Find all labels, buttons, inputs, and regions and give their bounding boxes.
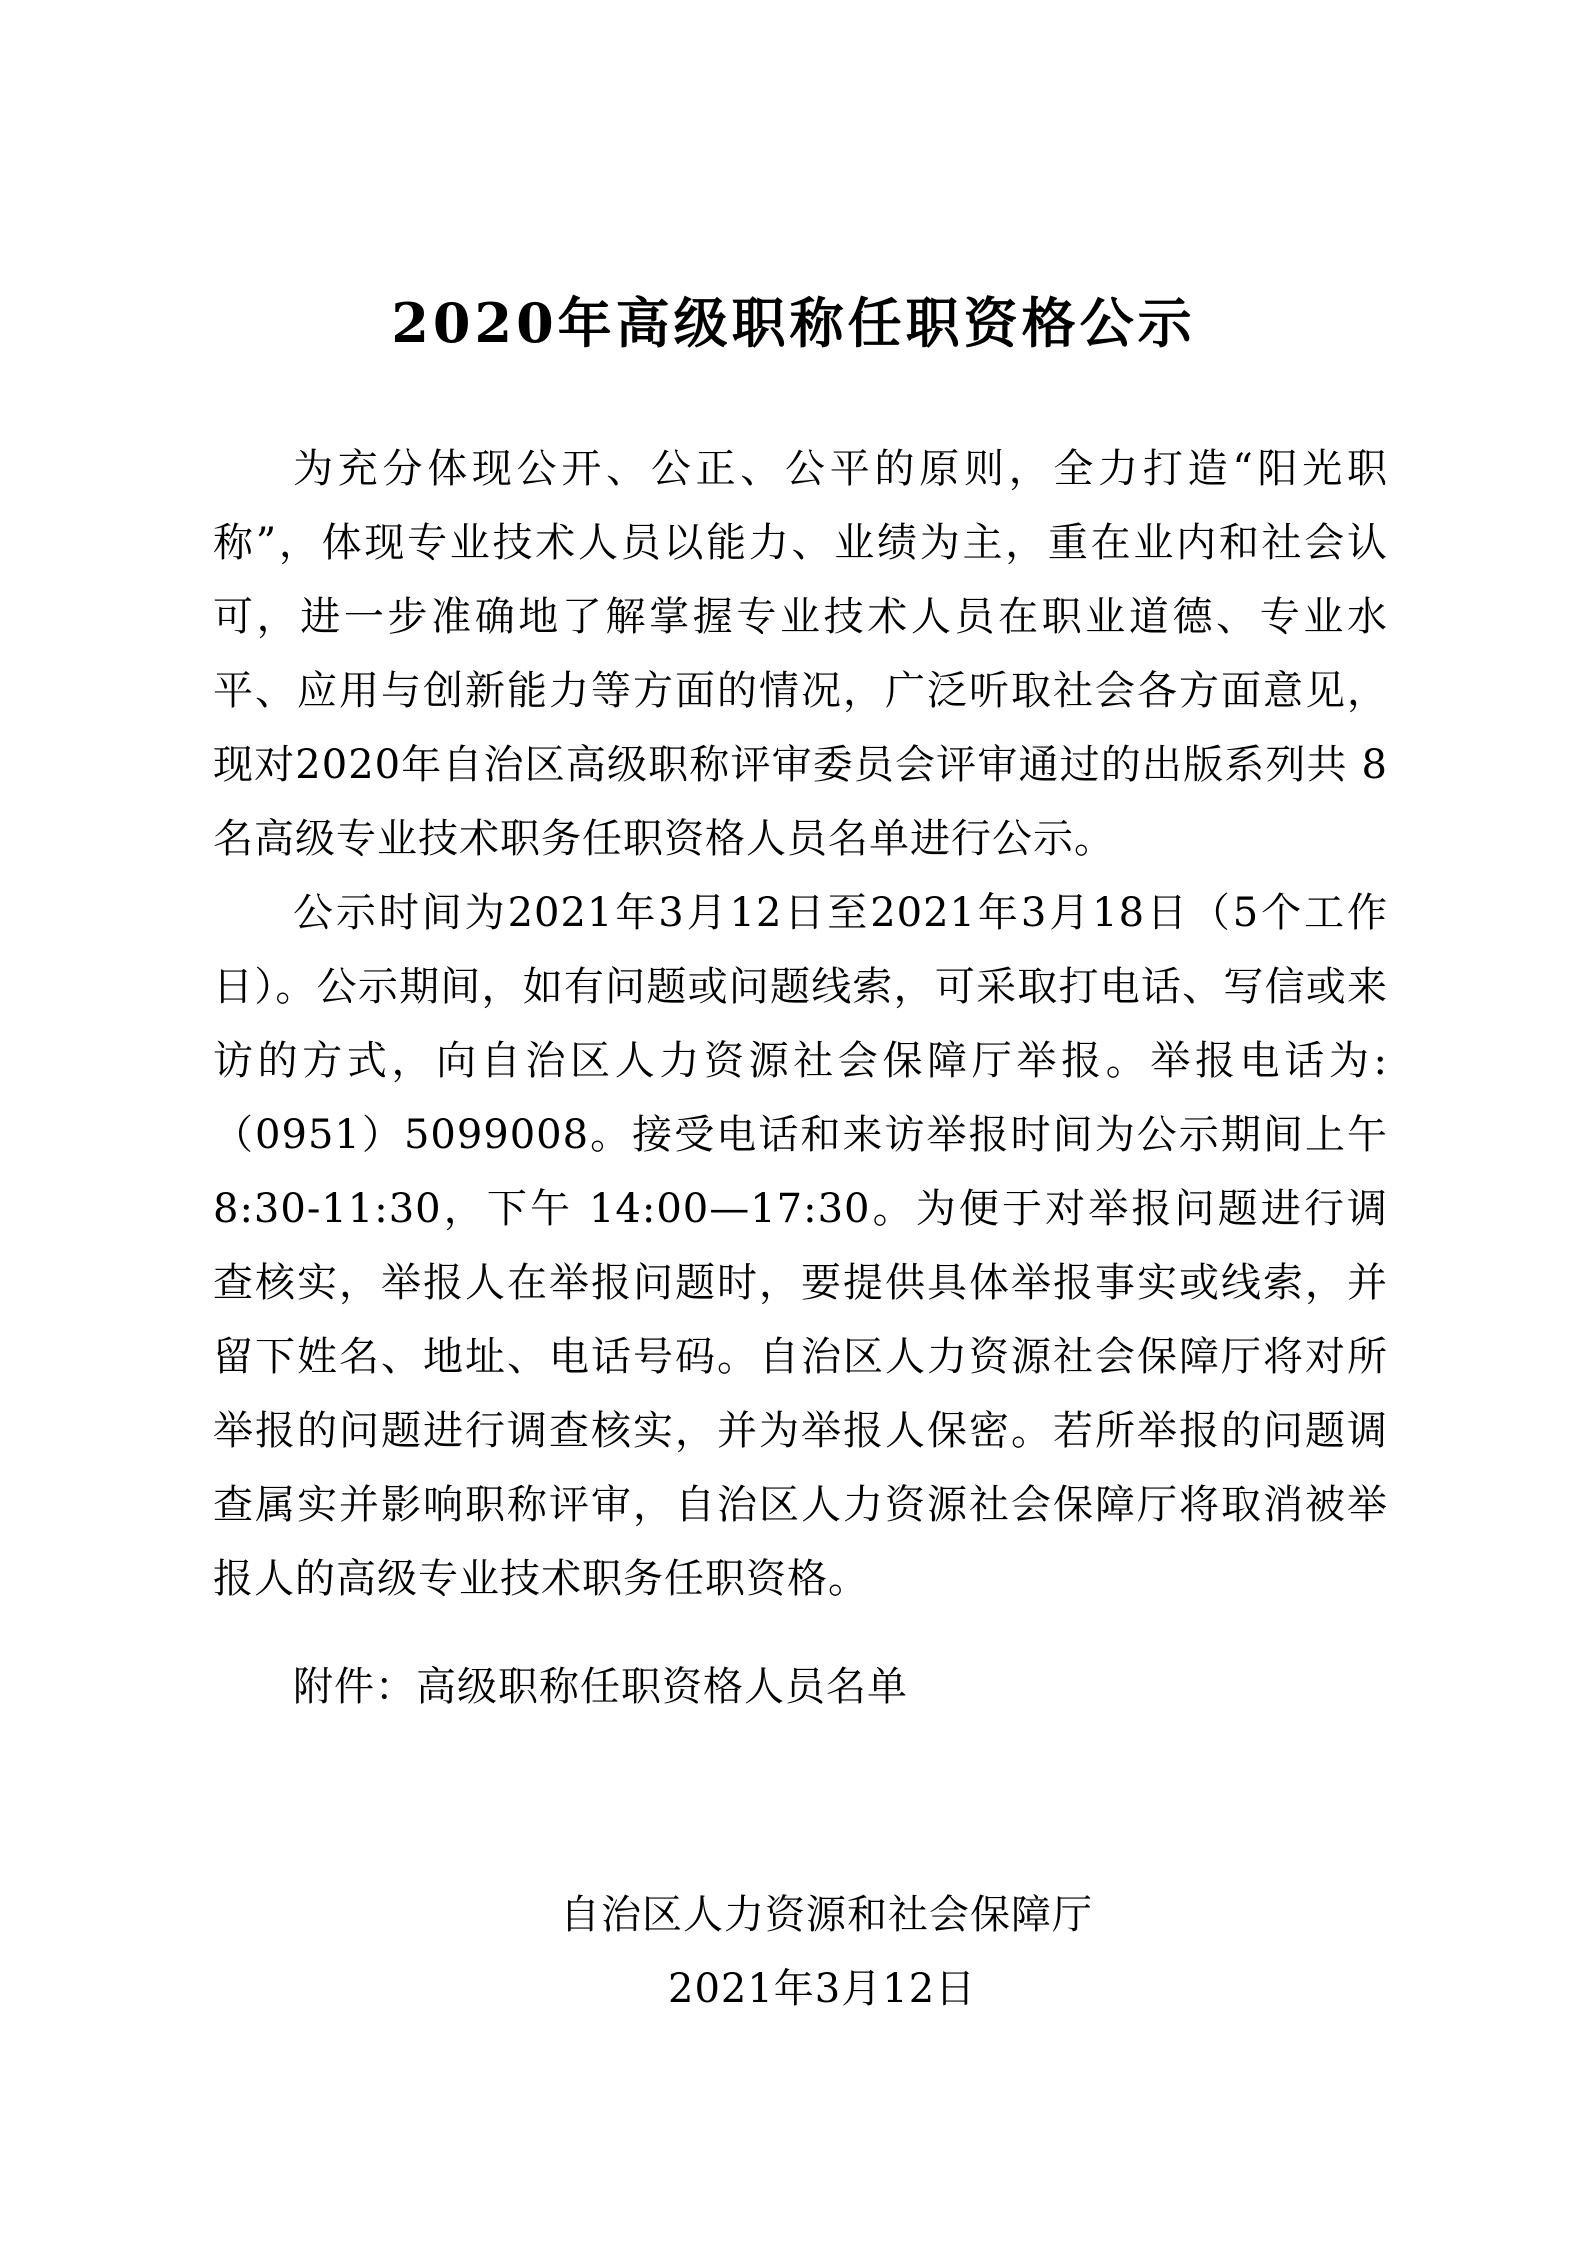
- document-title: 2020年高级职称任职资格公示: [391, 291, 1196, 355]
- paragraph-intro: 为充分体现公开、公正、公平的原则，全力打造“阳光职称”，体现专业技术人员以能力、业绩为主，重在业内和社会认可，进一步准确地了解掌握专业技术人员在职业道德、专业水平、应用与创新能力等方面的情况，广泛听取社会各方面意见，现对2020年自治区高级职称评审委员会评审通过的出版系列共 8 名高级专业技术职务任职资格人员名单进行公示。: [213, 446, 1388, 862]
- attachment-note: 附件：高级职称任职资格人员名单: [293, 1664, 908, 1710]
- signature-organization: 自治区人力资源和社会保障厅: [560, 1892, 1093, 1938]
- signature-date: 2021年3月12日: [668, 1966, 977, 2012]
- paragraph-publicity-period: 公示时间为2021年3月12日至2021年3月18日（5个工作日）。公示期间，如有问题或问题线索，可采取打电话、写信或来访的方式，向自治区人力资源社会保障厅举报。举报电话为:（0951）5099008。接受电话和来访举报时间为公示期间上午8:30-11:30，下午 14:00—17:30。为便于对举报问题进行调查核实，举报人在举报问题时，要提供具体举报事实或线索，并留下姓名、地址、电话号码。自治区人力资源社会保障厅将对所举报的问题进行调查核实，并为举报人保密。若所举报的问题调查属实并影响职称评审，自治区人力资源社会保障厅将取消被举报人的高级专业技术职务任职资格。: [213, 890, 1388, 1602]
